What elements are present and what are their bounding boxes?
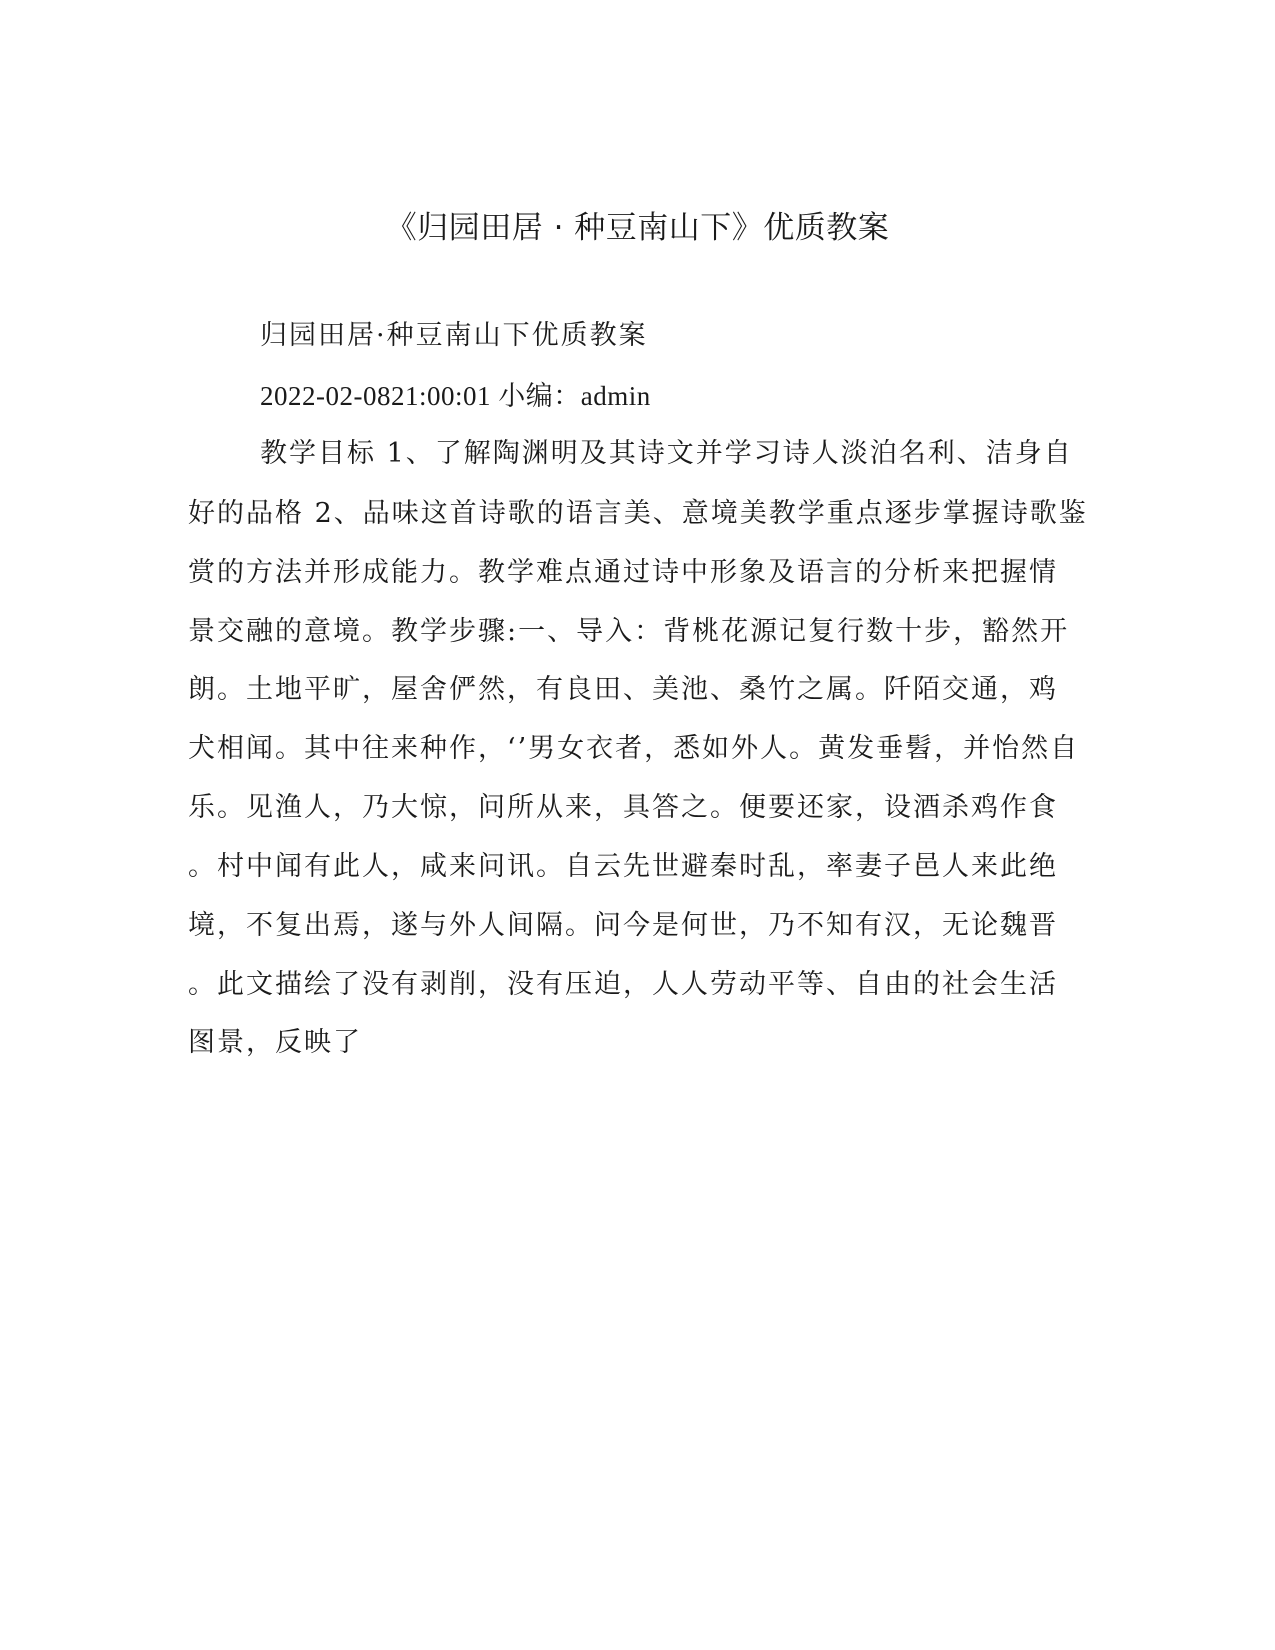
body-line: 图景，反映了 xyxy=(188,1027,362,1058)
meta-line: 2022-02-0821:00:01 小编：admin xyxy=(260,381,651,411)
body-line: 赏的方法并形成能力。教学难点通过诗中形象及语言的分析来把握情 xyxy=(188,557,1058,588)
body-line: 好的品格 2、品味这首诗歌的语言美、意境美教学重点逐步掌握诗歌鉴 xyxy=(188,498,1088,529)
body-line: 境，不复出焉，遂与外人间隔。问今是何世，乃不知有汉，无论魏晋 xyxy=(188,910,1058,941)
body-line: 犬相闻。其中往来种作，‘’男女衣者，悉如外人。黄发垂髫，并怡然自 xyxy=(188,733,1080,764)
body-line: 教学目标 1、了解陶渊明及其诗文并学习诗人淡泊名利、洁身自 xyxy=(260,438,1073,469)
body-line: 景交融的意境。教学步骤:一、导入：背桃花源记复行数十步，豁然开 xyxy=(188,616,1070,647)
body-line: 朗。土地平旷，屋舍俨然，有良田、美池、桑竹之属。阡陌交通，鸡 xyxy=(188,674,1058,705)
body-line: 。此文描绘了没有剥削，没有压迫，人人劳动平等、自由的社会生活 xyxy=(188,969,1058,1000)
body-line: 。村中闻有此人，咸来问讯。自云先世避秦时乱，率妻子邑人来此绝 xyxy=(188,851,1058,882)
body-line: 乐。见渔人，乃大惊，问所从来，具答之。便要还家，设酒杀鸡作食 xyxy=(188,792,1058,823)
document-subtitle: 归园田居·种豆南山下优质教案 xyxy=(260,320,648,351)
document-title: 《归园田居 · 种豆南山下》优质教案 xyxy=(385,210,890,246)
